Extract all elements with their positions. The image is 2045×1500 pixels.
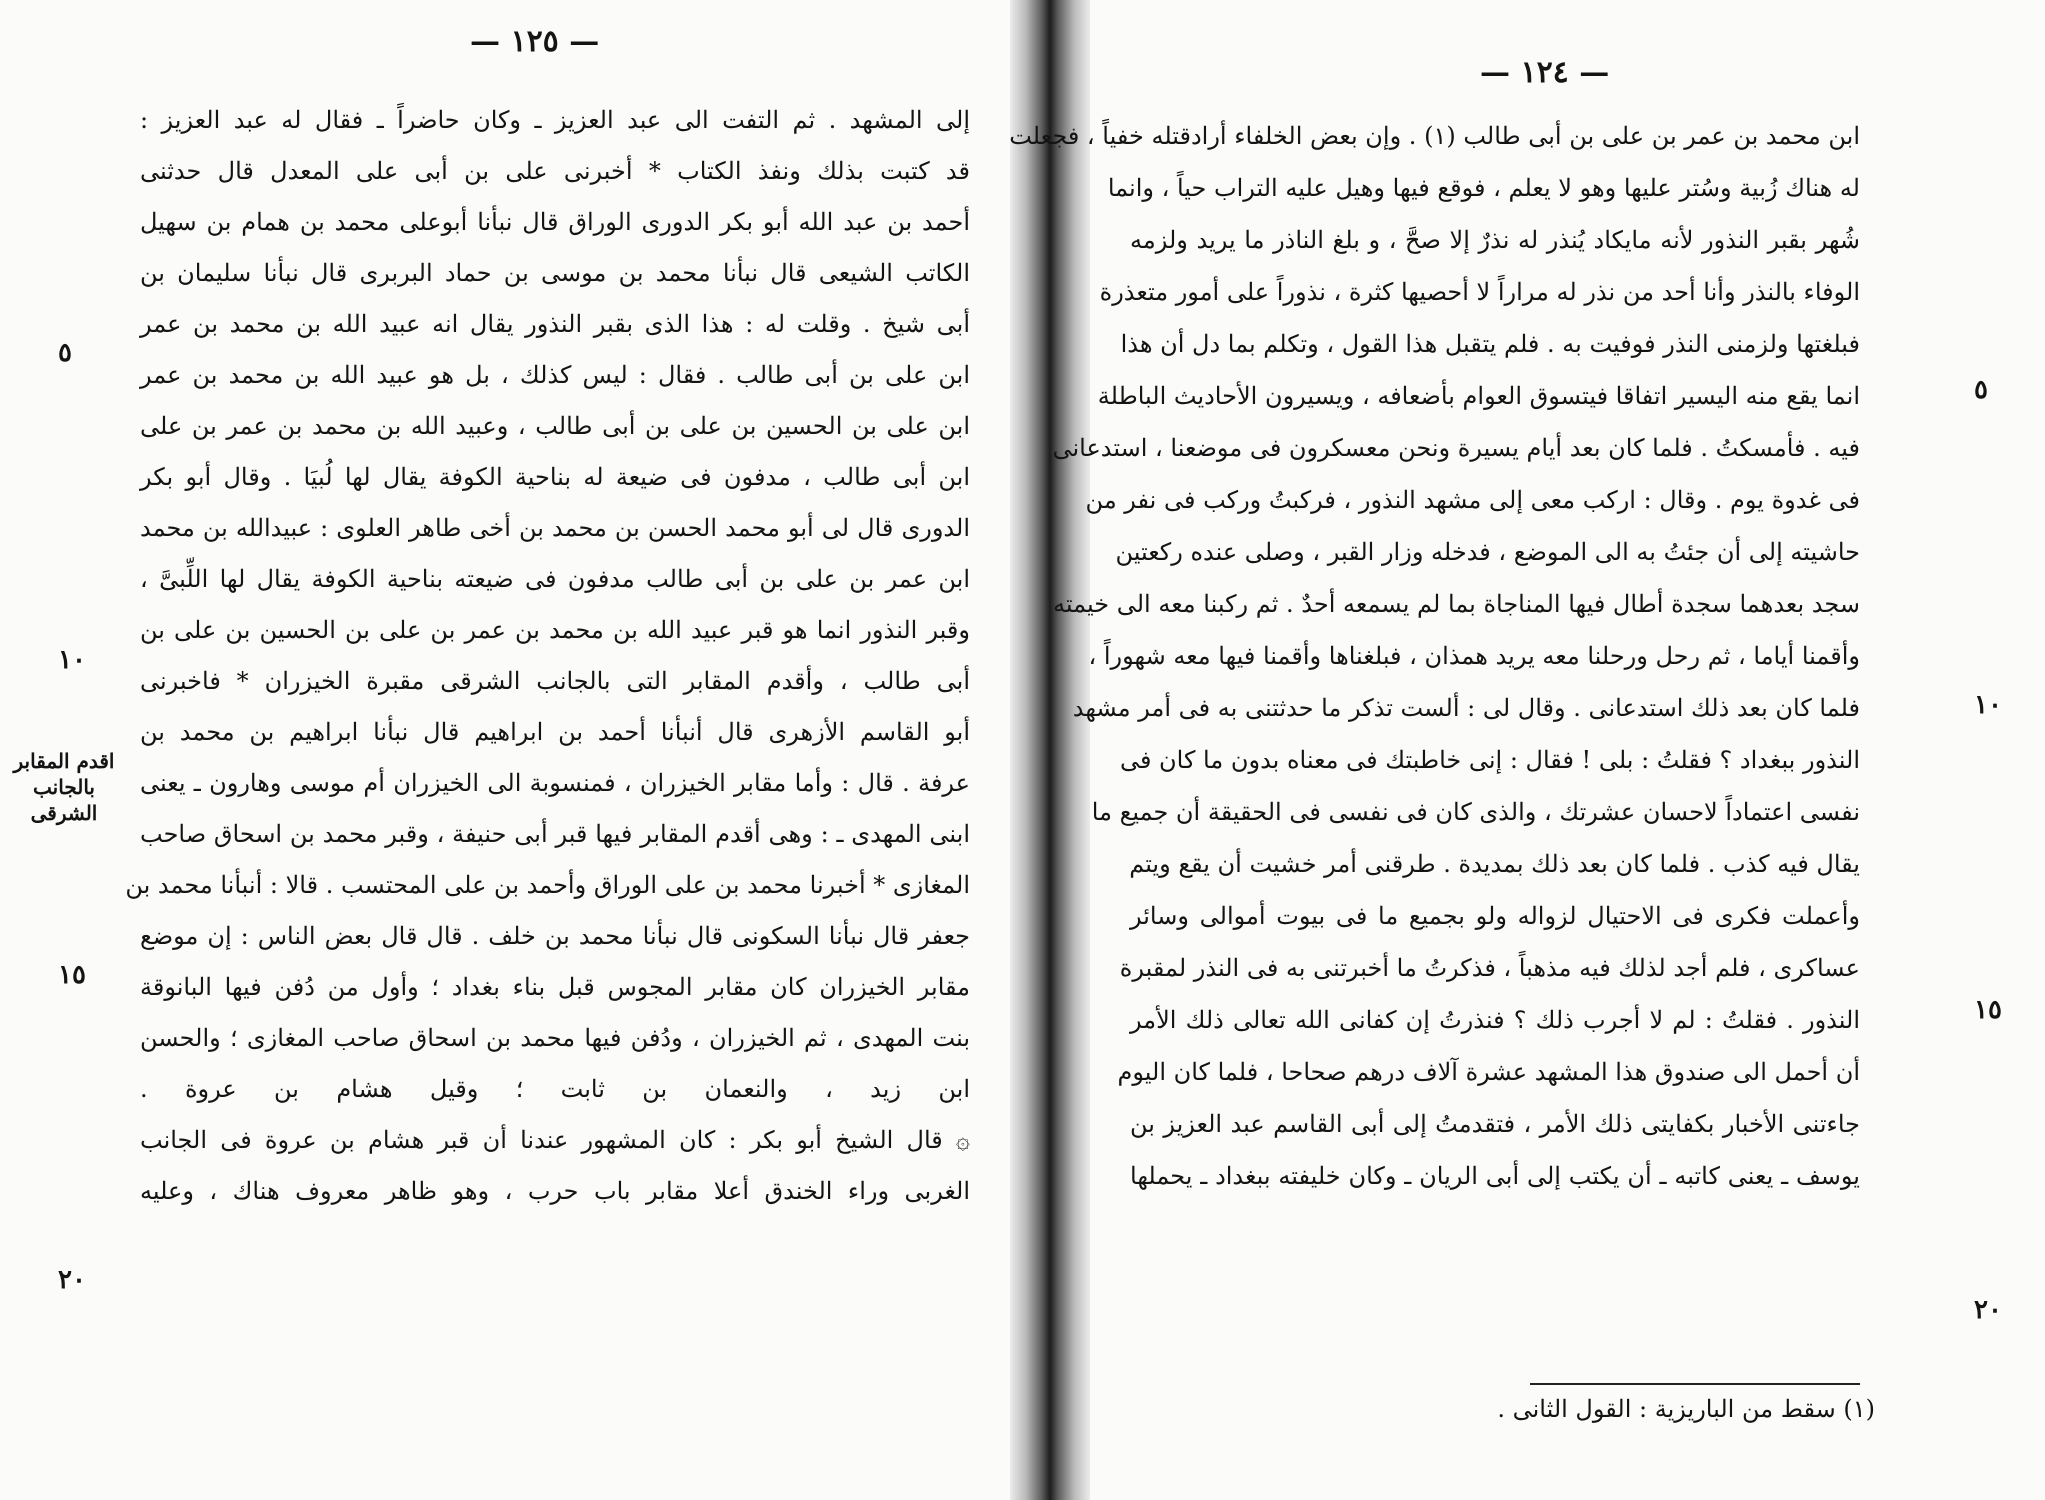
line-marker: ٥ [1974, 375, 1988, 405]
text-line: بنت المهدى ، ثم الخيزران ، ودُفن فيها محمد بن اسحاق صاحب المغازى ؛ والحسن [140, 1024, 970, 1052]
text-line: أبى طالب ، وأقدم المقابر التى بالجانب الشرقى مقبرة الخيزران * فاخبرنى [140, 667, 970, 695]
page-number: — ١٢٥ — [470, 24, 600, 59]
text-line: النذور ببغداد ؟ فقلتُ : بلى ! فقال : إنى خاطبتك فى معناه بدون ما كان فى [1119, 746, 1860, 774]
footnote-divider [1530, 1383, 1860, 1385]
text-line: جعفر قال نبأنا السكونى قال نبأنا محمد بن خلف . قال قال بعض الناس : إن موضع [140, 922, 970, 950]
text-line: ابنى المهدى ـ : وهى أقدم المقابر فيها قبر أبى حنيفة ، وقبر محمد بن اسحاق صاحب [140, 820, 970, 848]
page-number: — ١٢٤ — [1480, 55, 1610, 90]
text-line: مقابر الخيزران كان مقابر المجوس قبل بناء بغداد ؛ وأول من دُفن فيها البانوقة [140, 973, 970, 1001]
line-marker: ١٠ [58, 645, 86, 675]
text-line: ابن على بن الحسين بن على بن أبى طالب ، وعبيد الله بن محمد بن عمر بن على [140, 412, 970, 440]
text-line: يوسف ـ يعنى كاتبه ـ أن يكتب إلى أبى الريان ـ وكان خليفته ببغداد ـ يحملها [1130, 1162, 1860, 1190]
text-line: جاءتنى الأخبار بكفايتى ذلك الأمر ، فتقدمتُ إلى أبى القاسم عبد العزيز بن [1130, 1110, 1860, 1138]
line-marker: ١٥ [1974, 995, 2002, 1025]
text-line: ابن محمد بن عمر بن على بن أبى طالب (١) . وإن بعض الخلفاء أرادقتله خفياً ، فجعلت [1009, 122, 1860, 150]
text-line: حاشيته إلى أن جئتُ به الى الموضع ، فدخله وزار القبر ، وصلى عنده ركعتين [1115, 538, 1860, 566]
text-line: ابن أبى طالب ، مدفون فى ضيعة له بناحية الكوفة يقال لها لُبيَا . وقال أبو بكر [140, 463, 970, 491]
margin-note: اقدم المقابر بالجانب الشرقى [13, 749, 115, 825]
text-line: قد كتبت بذلك ونفذ الكتاب * أخبرنى على بن أبى على المعدل قال حدثنى [140, 157, 970, 185]
text-line: ۞ قال الشيخ أبو بكر : كان المشهور عندنا أن قبر هشام بن عروة فى الجانب [140, 1126, 970, 1154]
text-line: أبو القاسم الأزهرى قال أنبأنا أحمد بن ابراهيم قال نبأنا ابراهيم بن محمد بن [140, 718, 970, 746]
text-line: المغازى * أخبرنا محمد بن على الوراق وأحمد بن على المحتسب . قالا : أنبأنا محمد بن [125, 871, 970, 899]
text-line: ابن زيد ، والنعمان بن ثابت ؛ وقيل هشام بن عروة . [140, 1075, 970, 1103]
text-line: إلى المشهد . ثم التفت الى عبد العزيز ـ وكان حاضراً ـ فقال له عبد العزيز : [140, 106, 970, 134]
text-line: وأعملت فكرى فى الاحتيال لزواله ولو بجميع ما فى بيوت أموالى وسائر [1130, 902, 1860, 930]
line-marker: ٢٠ [58, 1265, 86, 1295]
text-line: انما يقع منه اليسير اتفاقا فيتسوق العوام بأضعافه ، ويسيرون الأحاديث الباطلة [1097, 382, 1860, 410]
text-line: شُهر بقبر النذور لأنه مايكاد يُنذر له نذرٌ إلا صحَّ ، و بلغ الناذر ما يريد ولزمه [1130, 226, 1860, 254]
text-line: وأقمنا أياما ، ثم رحل ورحلنا معه يريد همذان ، فبلغناها وأقمنا فيها معه شهوراً ، [1088, 642, 1860, 670]
footnote: (١) سقط من الباريزية : القول الثانى . [1497, 1395, 1875, 1423]
right-page [1009, 0, 2045, 1500]
text-line: الغربى وراء الخندق أعلا مقابر باب حرب ، وهو ظاهر معروف هناك ، وعليه [140, 1177, 970, 1205]
line-marker: ١٠ [1974, 690, 2002, 720]
text-line: وقبر النذور انما هو قبر عبيد الله بن محمد بن عمر بن على بن الحسين بن على بن [140, 616, 970, 644]
text-line: يقال فيه كذب . فلما كان بعد ذلك بمديدة . طرقنى أمر خشيت أن يقع ويتم [1129, 850, 1860, 878]
text-line: نفسى اعتماداً لاحسان عشرتك ، والذى كان فى نفسى فى الحقيقة أن جميع ما [1091, 798, 1860, 826]
body-text [1009, 110, 1860, 1202]
text-line: عساكرى ، فلم أجد لذلك فيه مذهباً ، فذكرتُ ما أخبرتنى به فى النذر لمقبرة [1119, 954, 1860, 982]
text-line: فبلغتها ولزمنى النذر فوفيت به . فلم يتقبل هذا القول ، وتكلم بما دل أن هذا [1120, 330, 1860, 358]
line-marker: ٥ [58, 338, 72, 368]
text-line: الوفاء بالنذر وأنا أحد من نذر له مراراً لا أحصيها كثرة ، نذوراً على أمور متعذرة [1099, 278, 1860, 306]
text-line: النذور . فقلتُ : لم لا أجرب ذلك ؟ فنذرتُ إن كفانى الله تعالى ذلك الأمر [1130, 1006, 1860, 1034]
text-line: أن أحمل الى صندوق هذا المشهد عشرة آلاف درهم صحاحا ، فلما كان اليوم [1117, 1058, 1860, 1086]
text-line: فيه . فأمسكتُ . فلما كان بعد أيام يسيرة ونحن معسكرون فى موضعنا ، استدعانى [1052, 434, 1860, 462]
text-line: الدورى قال لى أبو محمد الحسن بن محمد بن أخى طاهر العلوى : عبيدالله بن محمد [140, 514, 970, 542]
book-gutter [1010, 0, 1090, 1500]
body-text [125, 95, 970, 1217]
text-line: ابن عمر بن على بن أبى طالب مدفون فى ضيعته بناحية الكوفة يقال لها اللِّبىَّ ، [140, 565, 970, 593]
left-page [0, 0, 1010, 1500]
text-line: عرفة . قال : وأما مقابر الخيزران ، فمنسوبة الى الخيزران أم موسى وهارون ـ يعنى [140, 769, 970, 797]
line-marker: ٢٠ [1974, 1295, 2002, 1325]
text-line: الكاتب الشيعى قال نبأنا محمد بن موسى بن حماد البربرى قال نبأنا سليمان بن [140, 259, 970, 287]
text-line: أبى شيخ . وقلت له : هذا الذى بقبر النذور يقال انه عبيد الله بن محمد بن عمر [140, 310, 970, 338]
text-line: ابن على بن أبى طالب . فقال : ليس كذلك ، بل هو عبيد الله بن محمد بن عمر [140, 361, 970, 389]
text-line: له هناك زُبية وسُتر عليها وهو لا يعلم ، فوقع فيها وهيل عليه التراب حياً ، وانما [1107, 174, 1860, 202]
text-line: فلما كان بعد ذلك استدعانى . وقال لى : ألست تذكر ما حدثتنى به فى أمر مشهد [1072, 694, 1860, 722]
text-line: أحمد بن عبد الله أبو بكر الدورى الوراق قال نبأنا أبوعلى محمد بن همام بن سهيل [140, 208, 970, 236]
line-marker: ١٥ [58, 960, 86, 990]
text-line: فى غدوة يوم . وقال : اركب معى إلى مشهد النذور ، فركبتُ وركب فى نفر من [1085, 486, 1860, 514]
text-line: سجد بعدهما سجدة أطال فيها المناجاة بما لم يسمعه أحدٌ . ثم ركبنا معه الى خيمته [1053, 590, 1860, 618]
